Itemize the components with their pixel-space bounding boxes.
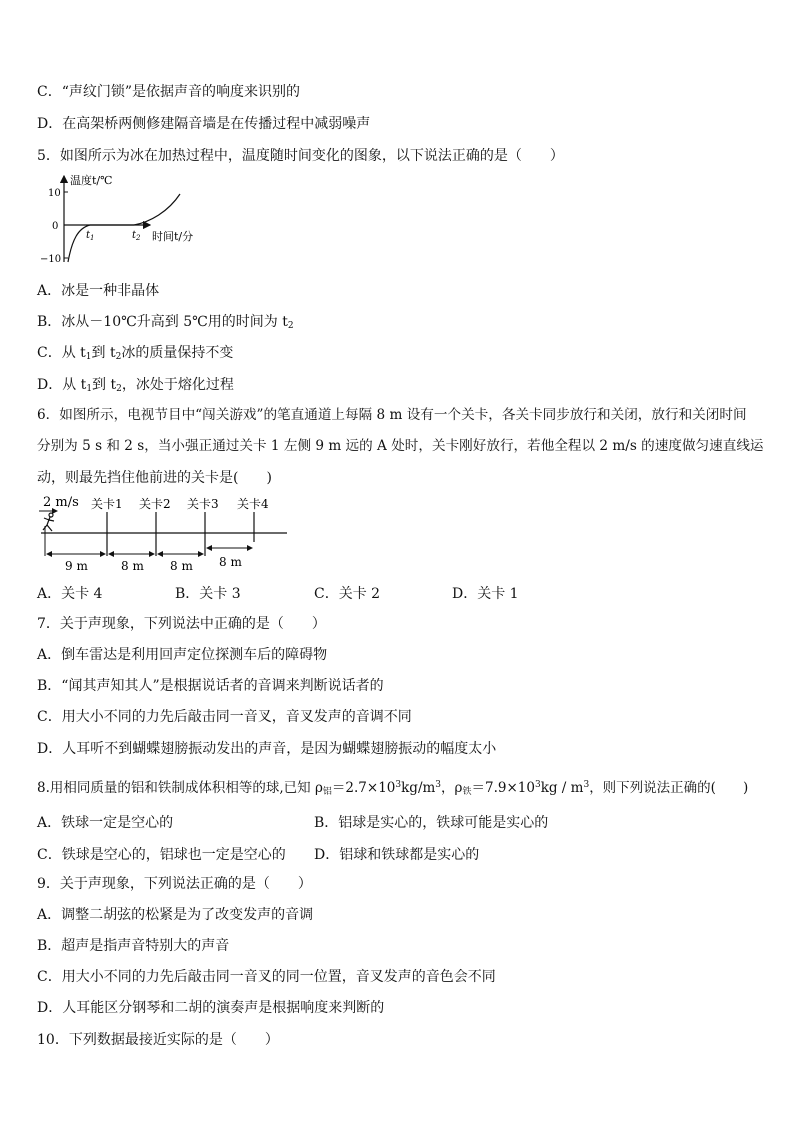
q6-stem-line3: 动，则最先挡住他前进的关卡是( ) [37, 470, 272, 486]
q7-option-a: A．倒车雷达是利用回声定位探测车后的障碍物 [37, 647, 328, 663]
q4-option-d: D．在高架桥两侧修建隔音墙是在传播过程中减弱噪声 [37, 116, 371, 132]
q5-ylabel: 温度t/℃ [70, 174, 113, 187]
q6-gate-3-label: 关卡3 [187, 497, 219, 511]
q7-option-c: C．用大小不同的力先后敲击同一音叉，音叉发声的音调不同 [37, 709, 412, 725]
q5-option-b: B．冰从－10℃升高到 5℃用的时间为 $t_2$ [37, 314, 294, 331]
q8-option-a: A．铁球一定是空心的 [37, 815, 174, 831]
q7-option-d: D．人耳听不到蝴蝶翅膀振动发出的声音，是因为蝴蝶翅膀振动的幅度太小 [37, 741, 497, 757]
q6-dist-4: 8 m [219, 555, 242, 569]
q8-option-d: D．铝球和铁球都是实心的 [314, 847, 480, 863]
q9-stem: 9．关于声现象，下列说法正确的是（ ） [37, 876, 312, 892]
q6-stem-line2: 分别为 5 s 和 2 s，当小强正通过关卡 1 左侧 9 m 远的 A 处时，关卡刚好放行，若他全程以 2 m/s 的速度做匀速直线运 [37, 438, 764, 454]
q6-dist-2: 8 m [121, 559, 144, 572]
q6-dist-1: 9 m [65, 559, 88, 572]
q6-option-a: A．关卡 4 [37, 586, 103, 602]
q9-option-b: B．超声是指声音特别大的声音 [37, 938, 230, 954]
q6-gate-4-label: 关卡4 [237, 497, 269, 511]
q10-stem: 10．下列数据最接近实际的是（ ） [37, 1032, 279, 1048]
q9-option-c: C．用大小不同的力先后敲击同一音叉的同一位置，音叉发声的音色会不同 [37, 969, 496, 985]
q5-ytick-10: 10 [48, 188, 61, 199]
q6-gate-2-label: 关卡2 [139, 497, 171, 511]
q5-xlabel: 时间t/分 [152, 230, 194, 243]
q6-speed-label: 2 m/s [43, 495, 79, 510]
q8-option-b: B．铝球是实心的，铁球可能是实心的 [314, 815, 549, 831]
q8-stem: 8.用相同质量的铝和铁制成体积相等的球,已知 $\rho_铝=2.7\times 10^3kg/m^3$，$\rho_铁=7.9\times 10^3kg / m^3$，则下列说法正确的( ) [37, 780, 749, 797]
q5-heating-curve [68, 194, 180, 262]
q5-option-d: D．从 $t_1$到 $t_2$，冰处于熔化过程 [37, 377, 234, 394]
q6-option-c: C．关卡 2 [314, 586, 381, 602]
q4-option-c: C．“声纹门锁”是依据声音的响度来识别的 [37, 84, 301, 100]
q7-option-b: B．“闻其声知其人”是根据说话者的音调来判断说话者的 [37, 678, 384, 694]
q5-t2-label: $t_2$ [132, 230, 141, 242]
q9-option-a: A．调整二胡弦的松紧是为了改变发声的音调 [37, 907, 314, 923]
q6-gate-diagram [35, 490, 295, 572]
q5-stem: 5．如图所示为冰在加热过程中，温度随时间变化的图象，以下说法正确的是（ ） [37, 148, 564, 164]
q5-t1-label: $t_1$ [86, 230, 95, 242]
q5-option-a: A．冰是一种非晶体 [37, 283, 160, 299]
q5-option-c: C．从 $t_1$到 $t_2$冰的质量保持不变 [37, 345, 234, 362]
q5-temperature-graph [30, 170, 205, 270]
q8-option-c: C．铁球是空心的，铝球也一定是空心的 [37, 847, 286, 863]
q9-option-d: D．人耳能区分钢琴和二胡的演奏声是根据响度来判断的 [37, 1000, 385, 1016]
q6-option-b: B．关卡 3 [175, 586, 241, 602]
q7-stem: 7．关于声现象，下列说法中正确的是（ ） [37, 616, 326, 632]
q6-option-d: D．关卡 1 [452, 586, 519, 602]
q5-ytick-neg10: −10 [40, 254, 62, 265]
q6-gate-1-label: 关卡1 [91, 497, 123, 511]
q6-stem-line1: 6．如图所示，电视节目中“闯关游戏”的笔直通道上每隔 8 m 设有一个关卡，各关卡同步放行和关闭，放行和关闭时间 [37, 407, 747, 423]
q6-dist-3: 8 m [170, 559, 193, 572]
q5-ytick-0: 0 [52, 221, 59, 232]
